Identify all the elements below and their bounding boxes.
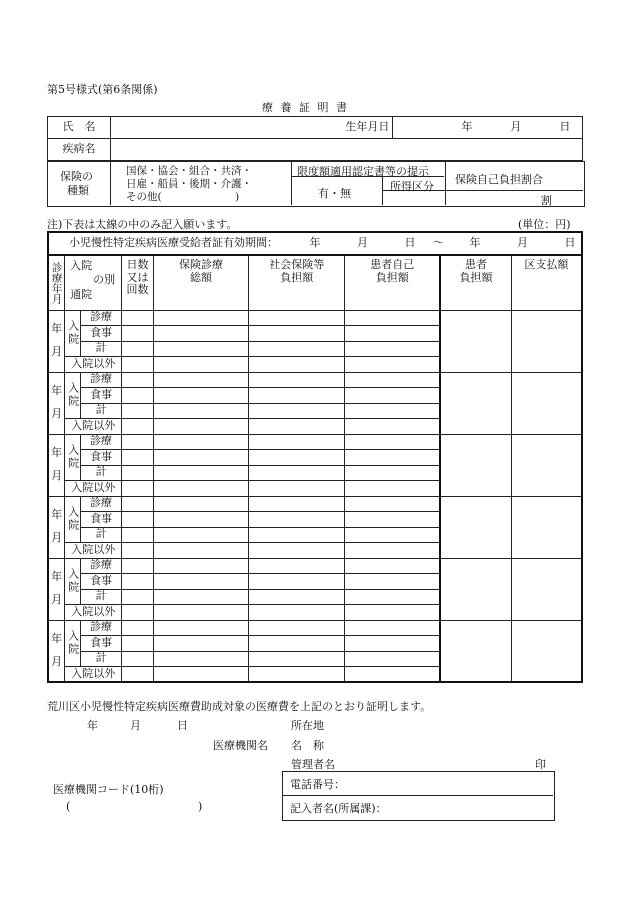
amount-cell[interactable] (249, 620, 345, 636)
amount-cell[interactable] (249, 450, 345, 466)
header-outpatient: 通院 (70, 288, 93, 301)
amount-cell[interactable] (122, 326, 153, 342)
amount-cell[interactable] (153, 496, 249, 512)
ward-amount-cell[interactable] (511, 310, 582, 372)
amount-cell[interactable] (249, 465, 345, 481)
amount-cell[interactable] (122, 341, 153, 357)
amount-cell[interactable] (122, 574, 153, 590)
other-label: 入院以外 (65, 543, 122, 559)
inpatient-label: 入院 (65, 372, 81, 419)
cert-month: 月 (130, 719, 141, 732)
phone-label[interactable]: 電話番号： (290, 778, 345, 791)
amount-cell[interactable] (345, 527, 441, 543)
amount-cell[interactable] (153, 605, 249, 621)
insurance-type-label: 保険の (60, 170, 93, 183)
amount-cell[interactable] (153, 651, 249, 667)
divider (282, 795, 553, 796)
shinryo-label: 診療 (80, 496, 122, 512)
year-label: 年 (51, 508, 63, 522)
cert-day: 日 (177, 719, 188, 732)
period-year-1: 年 (309, 236, 321, 250)
amount-cell[interactable] (345, 450, 441, 466)
month-cell[interactable] (48, 558, 65, 620)
validity-period-row[interactable] (48, 232, 582, 255)
name-label: 名 称 (291, 739, 324, 752)
amount-cell[interactable] (153, 481, 249, 497)
amount-cell[interactable] (345, 636, 441, 652)
kei-label: 計 (80, 341, 122, 357)
medical-cost-table (47, 231, 583, 683)
month-block-row (48, 496, 582, 512)
shinryo-label: 診療 (80, 372, 122, 388)
header-patient (440, 255, 511, 310)
month-cell[interactable] (48, 434, 65, 496)
amount-cell[interactable] (249, 667, 345, 683)
shinryo-label: 診療 (80, 310, 122, 326)
code-paren-open: ( (66, 800, 71, 813)
shinryo-label: 診療 (80, 558, 122, 574)
patient-amount-cell[interactable] (440, 372, 511, 434)
amount-cell[interactable] (345, 512, 441, 528)
shokuji-label: 食事 (80, 450, 122, 466)
amount-cell[interactable] (249, 372, 345, 388)
amount-cell[interactable] (153, 326, 249, 342)
page-title: 療 養 証 明 書 (262, 101, 349, 114)
amount-cell[interactable] (249, 357, 345, 373)
income-class-label: 所得区分 (390, 180, 434, 193)
inpatient-label: 入院 (65, 434, 81, 481)
inpatient-label: 入院 (65, 558, 81, 605)
header-total (153, 255, 249, 310)
header-social (249, 255, 345, 310)
header-ward: 区支払額 (511, 255, 582, 310)
amount-cell[interactable] (153, 558, 249, 574)
inpatient-label: 入院 (65, 496, 81, 543)
amount-cell[interactable] (122, 357, 153, 373)
amount-cell[interactable] (122, 419, 153, 435)
kei-label: 計 (80, 651, 122, 667)
dob-day: 日 (559, 120, 571, 133)
header-days-1: 日数 (126, 258, 149, 271)
inpatient-label: 入院 (65, 310, 81, 357)
amount-cell[interactable] (249, 636, 345, 652)
amount-cell[interactable] (249, 512, 345, 528)
seal: 印 (535, 758, 546, 771)
form-number: 第5号様式(第6条関係) (47, 83, 158, 96)
code-label: 医療機関コード(10桁) (53, 783, 164, 796)
disease-field[interactable] (110, 139, 582, 161)
amount-cell[interactable] (122, 620, 153, 636)
amount-cell[interactable] (345, 341, 441, 357)
shokuji-label: 食事 (80, 512, 122, 528)
amount-cell[interactable] (249, 527, 345, 543)
year-label: 年 (51, 384, 63, 398)
amount-cell[interactable] (122, 496, 153, 512)
period-day-2: 日 (564, 236, 576, 250)
period-month-2: 月 (517, 236, 528, 250)
amount-cell[interactable] (122, 450, 153, 466)
amount-cell[interactable] (122, 434, 153, 450)
other-label: 入院以外 (65, 357, 122, 373)
month-label: 月 (51, 407, 63, 420)
amount-cell[interactable] (345, 558, 441, 574)
amount-cell[interactable] (345, 465, 441, 481)
insurance-types-3[interactable]: その他( ) (126, 191, 240, 203)
amount-cell[interactable] (153, 341, 249, 357)
amount-cell[interactable] (122, 527, 153, 543)
month-label: 月 (51, 469, 63, 482)
month-cell[interactable] (48, 496, 65, 558)
kei-label: 計 (80, 527, 122, 543)
header-self-2: 負担額 (375, 270, 409, 284)
amount-cell[interactable] (122, 372, 153, 388)
manager-label: 管理者名 (291, 758, 335, 771)
header-social-1: 社会保険等 (269, 258, 325, 271)
shokuji-label: 食事 (80, 574, 122, 590)
header-self (345, 255, 441, 310)
amount-cell[interactable] (153, 512, 249, 528)
header-patient-2: 負担額 (459, 270, 493, 284)
limit-cert-value[interactable]: 有・無 (318, 187, 351, 200)
code-paren-close: ) (198, 800, 203, 813)
shokuji-label: 食事 (80, 388, 122, 404)
month-block-row (48, 434, 582, 450)
amount-cell[interactable] (122, 310, 153, 326)
amount-cell[interactable] (249, 341, 345, 357)
amount-cell[interactable] (345, 667, 441, 683)
amount-cell[interactable] (153, 527, 249, 543)
insurance-types-1[interactable]: 国保・協会・組合・共済・ (126, 165, 252, 177)
other-label: 入院以外 (65, 481, 122, 497)
patient-amount-cell[interactable] (440, 496, 511, 558)
amount-cell[interactable] (153, 465, 249, 481)
period-month-1: 月 (357, 236, 368, 250)
amount-cell[interactable] (249, 589, 345, 605)
amount-cell[interactable] (122, 481, 153, 497)
amount-cell[interactable] (345, 651, 441, 667)
month-cell[interactable] (48, 310, 65, 372)
ward-amount-cell[interactable] (511, 558, 582, 620)
amount-cell[interactable] (345, 372, 441, 388)
dob-field[interactable] (345, 117, 583, 139)
header-total-1: 保険診療 (178, 258, 223, 271)
amount-cell[interactable] (249, 403, 345, 419)
header-total-2: 総額 (189, 270, 212, 284)
shinryo-label: 診療 (80, 620, 122, 636)
header-type (65, 255, 122, 310)
ward-amount-cell[interactable] (511, 620, 582, 682)
amount-cell[interactable] (345, 481, 441, 497)
amount-cell[interactable] (249, 543, 345, 559)
amount-cell[interactable] (345, 326, 441, 342)
limit-cert-label: 限度額適用認定書等の提示 (297, 165, 429, 178)
amount-cell[interactable] (122, 589, 153, 605)
amount-cell[interactable] (153, 636, 249, 652)
month-block-row (48, 558, 582, 574)
amount-cell[interactable] (249, 419, 345, 435)
period-tilde: ～ (433, 236, 444, 250)
certify-text: 荒川区小児慢性特定疾病医療費助成対象の医療費を上記のとおり証明します。 (47, 700, 432, 713)
year-label: 年 (51, 446, 63, 460)
amount-cell[interactable] (249, 651, 345, 667)
patient-amount-cell[interactable] (440, 310, 511, 372)
amount-cell[interactable] (153, 667, 249, 683)
amount-cell[interactable] (345, 605, 441, 621)
month-label: 月 (51, 531, 63, 544)
amount-cell[interactable] (249, 558, 345, 574)
amount-cell[interactable] (345, 543, 441, 559)
amount-cell[interactable] (122, 651, 153, 667)
amount-cell[interactable] (249, 481, 345, 497)
ward-amount-cell[interactable] (511, 372, 582, 434)
ward-amount-cell[interactable] (511, 434, 582, 496)
header-patient-1: 患者 (465, 258, 488, 271)
insurance-type-label-2: 種類 (67, 184, 89, 197)
ward-amount-cell[interactable] (511, 496, 582, 558)
amount-cell[interactable] (345, 496, 441, 512)
amount-cell[interactable] (153, 589, 249, 605)
amount-cell[interactable] (122, 558, 153, 574)
month-block-row (48, 372, 582, 388)
kei-label: 計 (80, 589, 122, 605)
inpatient-label: 入院 (65, 620, 81, 667)
kei-label: 計 (80, 465, 122, 481)
month-label: 月 (51, 593, 63, 606)
amount-cell[interactable] (249, 388, 345, 404)
amount-cell[interactable] (345, 589, 441, 605)
amount-cell[interactable] (249, 605, 345, 621)
dob-year: 年 (461, 120, 473, 133)
self-pay-label: 保険自己負担割合 (455, 173, 543, 186)
amount-cell[interactable] (122, 388, 153, 404)
amount-cell[interactable] (249, 574, 345, 590)
amount-cell[interactable] (122, 403, 153, 419)
amount-cell[interactable] (122, 667, 153, 683)
year-label: 年 (51, 570, 63, 584)
patient-amount-cell[interactable] (440, 434, 511, 496)
shokuji-label: 食事 (80, 636, 122, 652)
header-social-2: 負担額 (280, 270, 314, 284)
period-year-2: 年 (469, 236, 481, 250)
month-cell[interactable] (48, 372, 65, 434)
amount-cell[interactable] (153, 372, 249, 388)
amount-cell[interactable] (153, 543, 249, 559)
shokuji-label: 食事 (80, 326, 122, 342)
year-label: 年 (51, 322, 63, 336)
other-label: 入院以外 (65, 667, 122, 683)
month-blocks (48, 310, 582, 682)
amount-cell[interactable] (122, 605, 153, 621)
header-self-1: 患者自己 (370, 258, 415, 271)
kei-label: 計 (80, 403, 122, 419)
amount-cell[interactable] (153, 388, 249, 404)
patient-amount-cell[interactable] (440, 620, 511, 682)
patient-amount-cell[interactable] (440, 558, 511, 620)
dob-month: 月 (510, 120, 522, 133)
amount-cell[interactable] (122, 512, 153, 528)
amount-cell[interactable] (345, 357, 441, 373)
shinryo-label: 診療 (80, 434, 122, 450)
cert-year: 年 (87, 719, 98, 732)
header-days-2: 又は (126, 270, 149, 284)
disease-label: 疾病名 (48, 139, 111, 161)
amount-cell[interactable] (345, 403, 441, 419)
header-days-3: 回数 (126, 283, 149, 297)
institution-label: 医療機関名 (213, 739, 268, 752)
address-label: 所在地 (291, 719, 324, 732)
name-label: 氏 名 (48, 117, 111, 139)
header-no-betsu: の別 (93, 273, 116, 286)
writer-label[interactable]: 記入者名(所属課)： (290, 802, 387, 815)
month-block-row (48, 310, 582, 326)
validity-period-label: 小児慢性特定疾病医療受給者証有効期間： (69, 236, 278, 250)
amount-cell[interactable] (153, 357, 249, 373)
patient-info-table (47, 116, 583, 161)
amount-cell[interactable] (249, 310, 345, 326)
note-text: 注)下表は太線の中のみ記入願います。 (47, 218, 238, 231)
amount-cell[interactable] (153, 620, 249, 636)
amount-cell[interactable] (249, 496, 345, 512)
month-cell[interactable] (48, 620, 65, 682)
period-day-1: 日 (404, 236, 416, 250)
insurance-types-2[interactable]: 日雇・船員・後期・介護・ (126, 178, 252, 190)
amount-cell[interactable] (153, 403, 249, 419)
amount-cell[interactable] (153, 574, 249, 590)
other-label: 入院以外 (65, 419, 122, 435)
other-label: 入院以外 (65, 605, 122, 621)
header-days (122, 255, 153, 310)
divider (444, 190, 583, 191)
amount-cell[interactable] (345, 419, 441, 435)
amount-cell[interactable] (122, 465, 153, 481)
amount-cell[interactable] (249, 326, 345, 342)
amount-cell[interactable] (153, 434, 249, 450)
month-label: 月 (51, 654, 63, 668)
amount-cell[interactable] (153, 419, 249, 435)
year-label: 年 (51, 632, 63, 646)
amount-cell[interactable] (345, 388, 441, 404)
amount-cell[interactable] (122, 543, 153, 559)
amount-cell[interactable] (345, 574, 441, 590)
header-inpatient: 入院 (70, 259, 93, 272)
amount-cell[interactable] (249, 434, 345, 450)
amount-cell[interactable] (153, 450, 249, 466)
amount-cell[interactable] (345, 310, 441, 326)
header-date: 診療年月 (48, 255, 65, 310)
dob-label: 生年月日 (345, 120, 390, 133)
self-pay-unit: 割 (541, 194, 552, 207)
amount-cell[interactable] (345, 434, 441, 450)
month-block-row (48, 620, 582, 636)
amount-cell[interactable] (345, 620, 441, 636)
unit-text: (単位：円) (518, 218, 571, 231)
amount-cell[interactable] (153, 310, 249, 326)
amount-cell[interactable] (122, 636, 153, 652)
month-label: 月 (51, 345, 63, 358)
